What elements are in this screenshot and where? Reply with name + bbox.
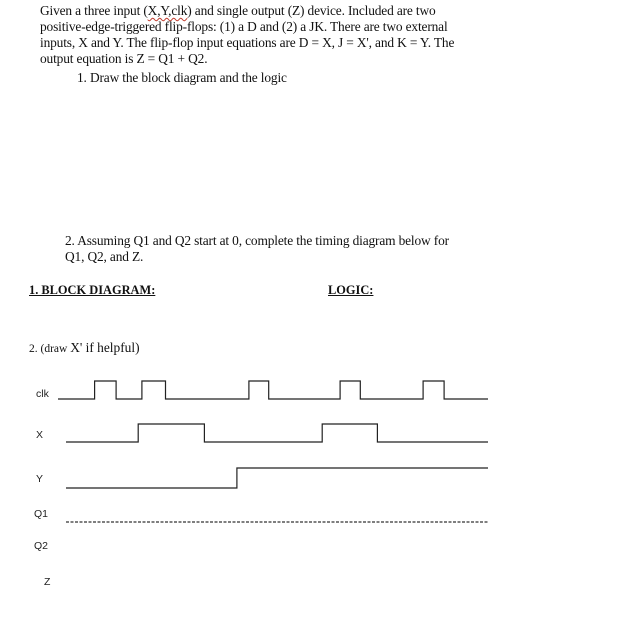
x-waveform bbox=[66, 424, 488, 442]
question-2-line-2: Q1, Q2, and Z. bbox=[65, 249, 144, 264]
signal-label-clk: clk bbox=[36, 388, 49, 400]
logic-heading: LOGIC: bbox=[328, 283, 374, 297]
y-waveform bbox=[66, 468, 488, 488]
signal-label-y: Y bbox=[36, 473, 44, 485]
clk-waveform bbox=[58, 381, 488, 399]
question-2-line-1: 2. Assuming Q1 and Q2 start at 0, complete the timing diagram below for bbox=[65, 233, 449, 248]
intro-line-2: positive-edge-triggered flip-flops: (1) a D and (2) a JK. There are two external bbox=[40, 19, 448, 34]
signal-label-z: Z bbox=[44, 576, 51, 588]
question-1: 1. Draw the block diagram and the logic bbox=[77, 70, 287, 85]
section-2-heading: 2. (draw X' if helpful) bbox=[29, 340, 140, 355]
intro-line-3: inputs, X and Y. The flip-flop input equations are D = X, J = X', and K = Y. The bbox=[40, 35, 455, 50]
block-diagram-heading: 1. BLOCK DIAGRAM: bbox=[29, 283, 156, 297]
intro-line-4: output equation is Z = Q1 + Q2. bbox=[40, 51, 208, 66]
intro-line-1: Given a three input (X,Y,clk) and single output (Z) device. Included are two bbox=[40, 3, 436, 18]
signal-label-q1: Q1 bbox=[34, 508, 49, 520]
signal-label-x: X bbox=[36, 429, 44, 441]
spellcheck-underlined-text: X,Y,clk bbox=[147, 3, 188, 18]
signal-label-q2: Q2 bbox=[34, 540, 49, 552]
